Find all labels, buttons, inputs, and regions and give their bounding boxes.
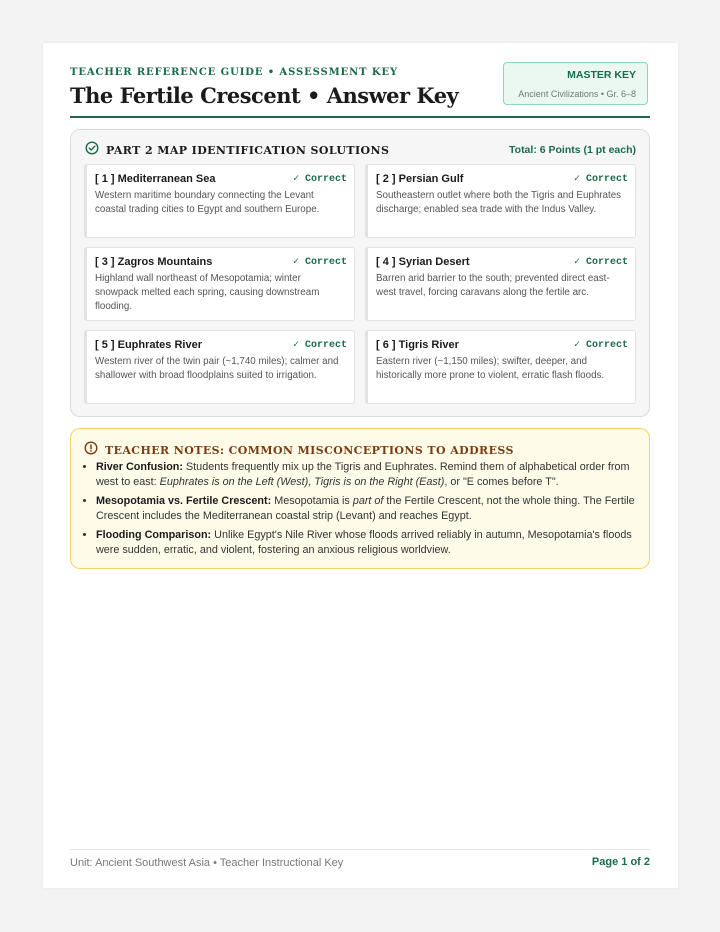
answer-key-page: [43, 43, 678, 888]
teacher-notes-title: TEACHER NOTES: COMMON MISCONCEPTIONS TO ADDRESS: [105, 444, 514, 457]
solutions-panel: [70, 129, 650, 417]
solution-description: Southeastern outlet where both the Tigris and Euphrates discharge; enabled sea trade with the Indus Valley.: [376, 190, 622, 215]
note-text: Mesopotamia is: [271, 495, 353, 507]
note-text: the Fertile Crescent, not the whole thing. The Fertile Crescent includes the Mediterranean coastal strip (Levant) and reaches Egypt.: [96, 495, 635, 522]
correct-badge: ✓ Correct: [292, 174, 347, 185]
master-key-subtitle: Ancient Civilizations • Gr. 6–8: [518, 89, 636, 99]
solution-card: [84, 330, 355, 404]
solutions-header: [85, 142, 389, 158]
list-item: [96, 528, 635, 557]
note-label: River Confusion:: [96, 461, 183, 473]
note-emphasis: Euphrates is on the Left (West), Tigris is on the Right (East): [159, 475, 445, 488]
eyebrow-label: TEACHER REFERENCE GUIDE • ASSESSMENT KEY: [70, 67, 399, 78]
solution-name: [ 5 ] Euphrates River: [95, 339, 202, 351]
note-text: Unlike Egypt's Nile River whose floods arrived reliably in autumn, Mesopotamia's floods were sudden, erratic, and violent, fostering an anxious religious worldview.: [96, 529, 632, 556]
solution-name: [ 6 ] Tigris River: [376, 339, 459, 351]
correct-badge: ✓ Correct: [573, 174, 628, 185]
solution-description: Western river of the twin pair (~1,740 miles); calmer and shallower with broad floodplains suited to irrigation.: [95, 356, 339, 381]
correct-badge: ✓ Correct: [292, 257, 347, 268]
solution-name: [ 3 ] Zagros Mountains: [95, 256, 213, 268]
correct-badge: ✓ Correct: [292, 340, 347, 351]
solution-card: [365, 330, 636, 404]
solutions-total: Total: 6 Points (1 pt each): [509, 144, 636, 156]
solution-card: [84, 164, 355, 238]
solution-description: Highland wall northeast of Mesopotamia; winter snowpack melted each spring, causing downstream flooding.: [95, 273, 320, 312]
teacher-notes-panel: [70, 428, 650, 569]
footer-divider: [70, 849, 650, 850]
solution-card: [84, 247, 355, 321]
list-item: [96, 494, 635, 523]
solution-name: [ 1 ] Mediterranean Sea: [95, 173, 216, 185]
note-text: Students frequently mix up the Tigris and Euphrates. Remind them of alphabetical order from west to east:: [96, 461, 630, 488]
solution-name: [ 2 ] Persian Gulf: [376, 173, 464, 185]
correct-badge: ✓ Correct: [573, 340, 628, 351]
note-label: Flooding Comparison:: [96, 529, 212, 541]
page-number: Page 1 of 2: [591, 856, 650, 868]
solution-description: Western maritime boundary connecting the Levant coastal trading cities to Egypt and southern Europe.: [95, 190, 320, 215]
list-item: [96, 460, 635, 489]
footer-unit: Unit: Ancient Southwest Asia • Teacher Instructional Key: [70, 857, 344, 869]
solution-name: [ 4 ] Syrian Desert: [376, 256, 470, 268]
note-text: , or "E comes before T".: [444, 475, 559, 488]
teacher-notes-header: [84, 441, 514, 460]
master-key-label: MASTER KEY: [567, 69, 636, 81]
misconceptions-list: [83, 460, 635, 562]
master-key-badge: [503, 62, 648, 105]
solution-card: [365, 164, 636, 238]
header-divider: [70, 116, 650, 118]
solution-card: [365, 247, 636, 321]
check-circle-icon: [85, 141, 99, 160]
correct-badge: ✓ Correct: [573, 257, 628, 268]
alert-circle-icon: [84, 441, 98, 460]
page-title: The Fertile Crescent • Answer Key: [70, 83, 459, 108]
solutions-title: PART 2 MAP IDENTIFICATION SOLUTIONS: [106, 143, 390, 157]
solution-description: Eastern river (~1,150 miles); swifter, deeper, and historically more prone to violent, erratic flash floods.: [376, 356, 605, 381]
note-emphasis: part of: [352, 495, 384, 507]
solution-description: Barren arid barrier to the south; prevented direct east-west travel, forcing caravans along the fertile arc.: [376, 273, 610, 298]
note-label: Mesopotamia vs. Fertile Crescent:: [96, 495, 272, 507]
